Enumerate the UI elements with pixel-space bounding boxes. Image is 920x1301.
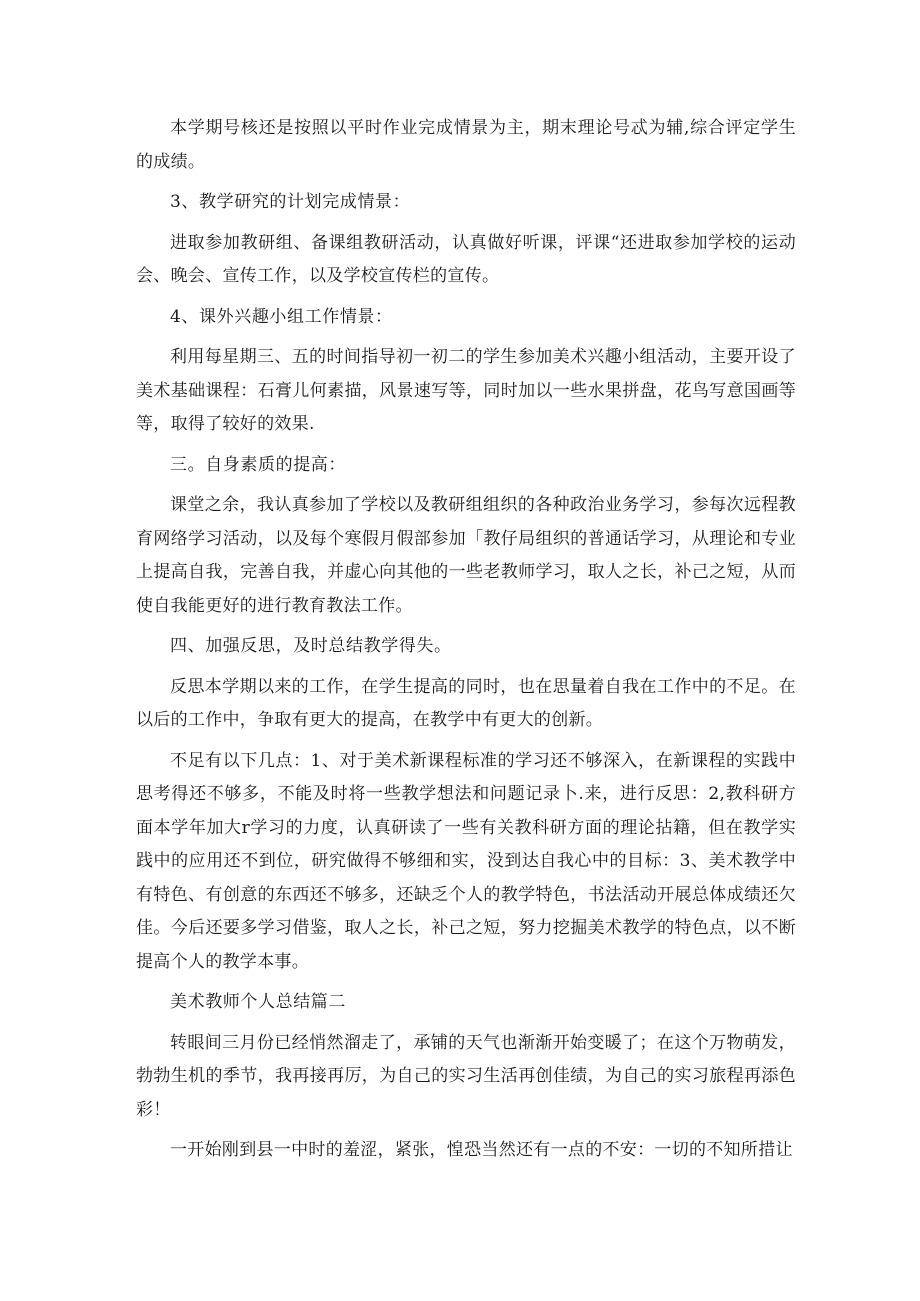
heading-summary-part-two: 美术教师个人总结篇二 <box>170 992 346 1012</box>
paragraph-teaching-research: 进取参加教研组、备课组教研活动，认真做好听课，评课“还进取参加学校的运动会、晚会、宣传工作，以及学校宣传栏的宣传。 <box>136 232 796 286</box>
paragraph-reflection: 反思本学期以来的工作，在学生提高的同时，也在思量着自我在工作中的不足。在以后的工作中，争取有更大的提高，在教学中有更大的创新。 <box>136 676 796 730</box>
document-body <box>136 112 796 1175</box>
paragraph-arrival: 一开始刚到县一中时的羞涩，紧张，惶恐当然还有一点的不安：一切的不知所措让 <box>170 1140 793 1160</box>
paragraph-shortcomings: 不足有以下几点：1、对于美术新课程标准的学习还不够深入，在新课程的实践中思考得还不够多，不能及时将一些教学想法和问题记录卜.来，进行反思：2,教科研方面本学年加大r学习的力度，认真研读了一些有关教科研方面的理论拈籍，但在教学实践中的应用还不到位，研究做得不够细和实，没到达自我心中的目标：3、美术教学中有特色、有创意的东西还不够多，还缺乏个人的教学特色，书法活动开展总体成绩还欠佳。今后还要多学习借鉴，取人之长，补己之短，努力挖掘美术教学的特色点，以不断提高个人的教学本事。 <box>136 750 796 972</box>
heading-self-improvement: 三。自身素质的提高： <box>170 454 346 475</box>
paragraph-self-improvement: 课堂之余，我认真参加了学校以及教研组组织的各种政治业务学习，参每次远程教育网络学习活动，以及每个寒假月假部参加「教仔局组织的普通话学习，从理论和专业上提高自我，完善自我，并虚心向其他的一些老教师学习，取人之长，补己之短，从而使自我能更好的进行教育教法工作。 <box>136 495 796 616</box>
paragraph-assessment: 本学期号核还是按照以平时作业完成情景为主，期末理论号忒为辅,综合评定学生的成绩。 <box>136 118 796 172</box>
heading-teaching-research: 3、教学研究的计划完成情景： <box>170 192 411 212</box>
heading-reflection: 四、加强反思，及时总结教学得失。 <box>170 636 452 656</box>
paragraph-interest-group: 利用每星期三、五的时间指导初一初二的学生参加美术兴趣小组活动，主要开设了美术基础课程：石膏儿何素描，风景速写等，同时加以一些水果拼盘，花鸟写意国画等等，取得了较好的效果. <box>136 347 796 434</box>
heading-interest-group: 4、课外兴趣小组工作情景： <box>170 306 393 327</box>
paragraph-march: 转眼间三月份已经悄然溜走了，承铺的天气也渐渐开始变暖了；在这个万物萌发，勃勃生机的季节，我再接再厉，为自己的实习生活再创佳绩，为自己的实习旅程再添色彩！ <box>136 1032 796 1120</box>
